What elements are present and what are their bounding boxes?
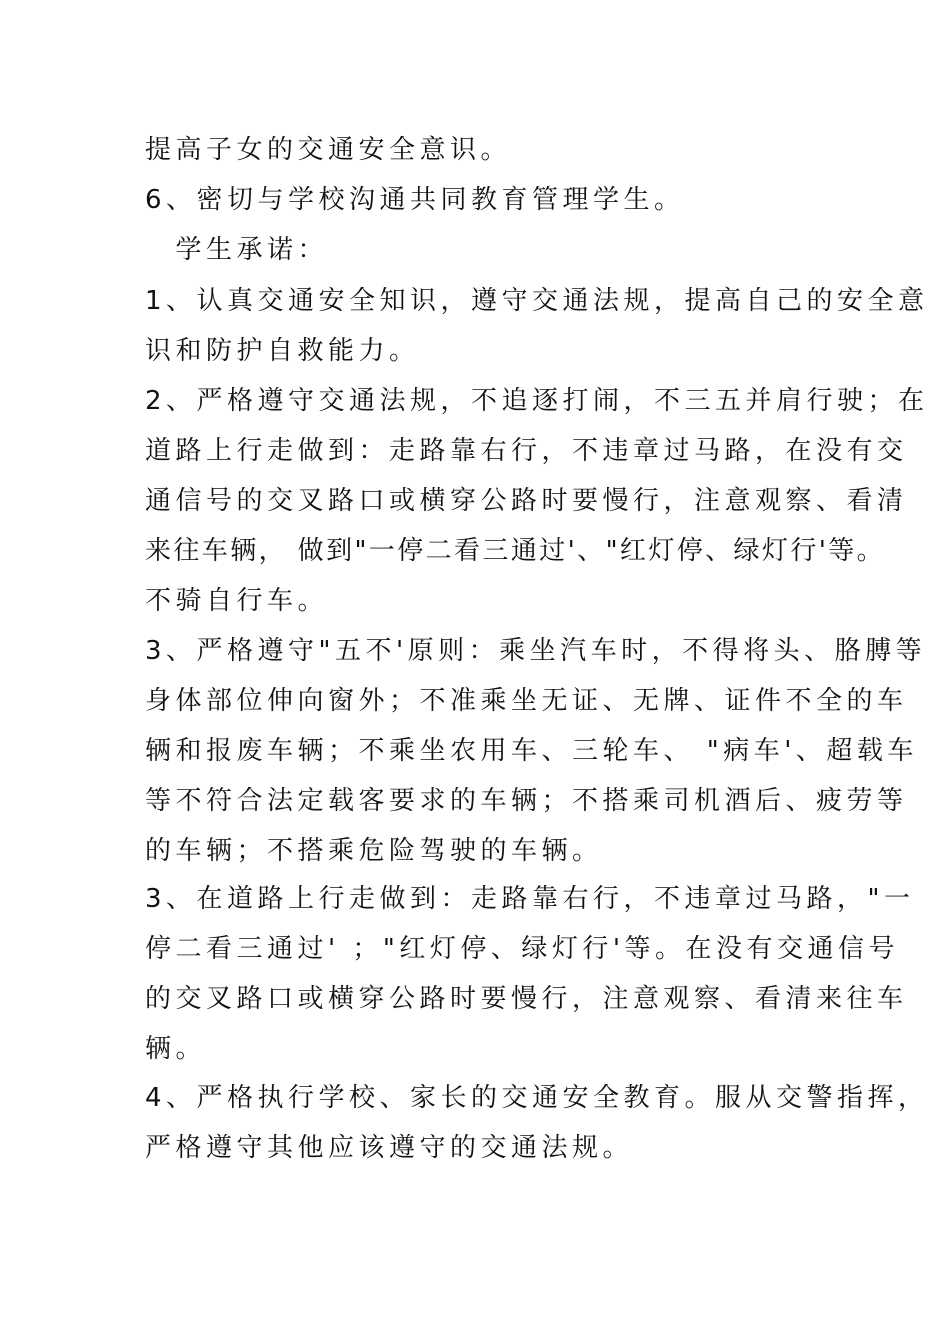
text-line: 4、严格执行学校、家长的交通安全教育。服从交警指挥， bbox=[145, 1083, 929, 1113]
text-line: 学生承诺： bbox=[145, 235, 329, 265]
text-line: 3、严格遵守"五不'原则：乘坐汽车时，不得将头、胳膊等 bbox=[145, 636, 927, 666]
text-line: 的车辆；不搭乘危险驾驶的车辆。 bbox=[145, 836, 603, 866]
text-line: 身体部位伸向窗外；不准乘坐无证、无牌、证件不全的车 bbox=[145, 686, 908, 716]
text-line: 辆和报废车辆；不乘坐农用车、三轮车、 "病车'、超载车 bbox=[145, 736, 918, 766]
text-line: 6、密切与学校沟通共同教育管理学生。 bbox=[145, 185, 685, 215]
text-line: 等不符合法定载客要求的车辆；不搭乘司机酒后、疲劳等 bbox=[145, 786, 908, 816]
text-line: 来往车辆， 做到"一停二看三通过'、"红灯停、绿灯行'等。 bbox=[145, 536, 886, 566]
text-line: 1、认真交通安全知识，遵守交通法规，提高自己的安全意 bbox=[145, 286, 929, 316]
text-line: 2、严格遵守交通法规，不追逐打闹，不三五并肩行驶；在 bbox=[145, 386, 929, 416]
text-line: 道路上行走做到：走路靠右行，不违章过马路，在没有交 bbox=[145, 436, 908, 466]
text-line: 辆。 bbox=[145, 1034, 207, 1064]
text-line: 识和防护自救能力。 bbox=[145, 336, 420, 366]
text-line: 通信号的交叉路口或横穿公路时要慢行，注意观察、看清 bbox=[145, 486, 908, 516]
text-line: 停二看三通过' ；"红灯停、绿灯行'等。在没有交通信号 bbox=[145, 934, 900, 964]
text-line: 提高子女的交通安全意识。 bbox=[145, 135, 512, 165]
text-line: 严格遵守其他应该遵守的交通法规。 bbox=[145, 1133, 634, 1163]
text-line: 的交叉路口或横穿公路时要慢行，注意观察、看清来往车 bbox=[145, 984, 908, 1014]
text-line: 不骑自行车。 bbox=[145, 586, 329, 616]
text-line: 3、在道路上行走做到：走路靠右行，不违章过马路，"一 bbox=[145, 884, 915, 914]
